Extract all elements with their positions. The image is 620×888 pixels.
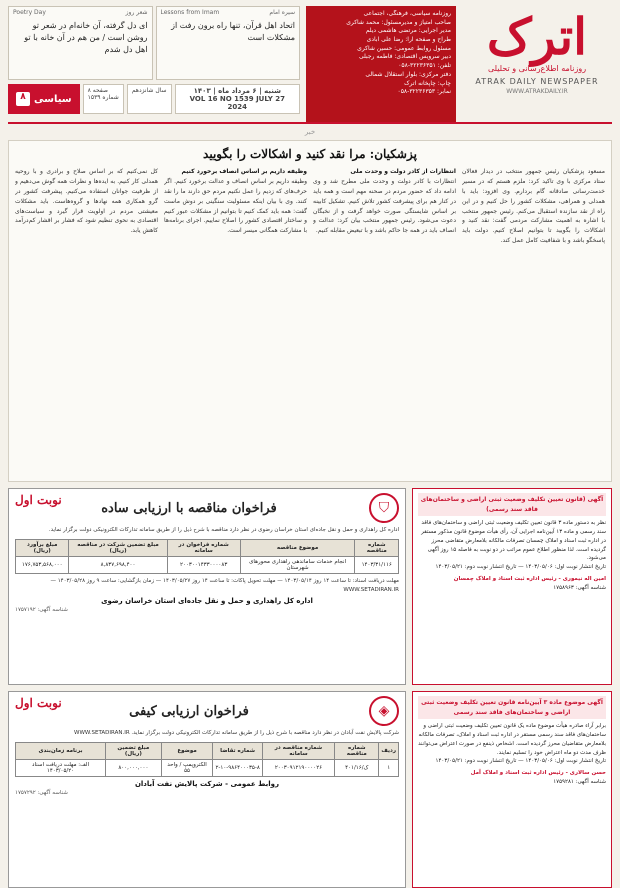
article-column: مسعود پزشکیان رئیس جمهور منتخب در دیدار فعالان ستاد مرکزی با وی تاکید کرد: ملزم هستم که در مسیر خدمت‌رسانی صادقانه گام بردارم. وی افزود: باید با همدلی و همراهی، مشکلات کشور را حل کنیم و در این راه از نقد سازنده استقبال می‌کنم. رئیس جمهور منتخب با اشاره به اهمیت مشارکت مردمی گفت: نقد کنید و اشکالات را بگویید تا بتوانیم اصلاح کنیم. دولت باید پاسخگو باشد و با شفافیت کامل عمل کند.: [462, 168, 605, 245]
year-label: سال شانزدهم: [131, 87, 167, 94]
tender-ads: [8, 488, 406, 888]
ad-signature: روابط عمومی - شرکت پالایش نفت آبادان: [134, 779, 280, 788]
date-main: [175, 84, 300, 114]
table-header: مبلغ برآورد (ریال): [16, 539, 69, 556]
notice-signer: حسن سالاری - رئیس اداره ثبت اسناد و املاک آمل: [470, 770, 606, 777]
table-header: شماره مناقصه: [335, 742, 379, 759]
tender-ad: [8, 691, 406, 888]
legal-notice: [412, 488, 612, 685]
article-columns: [15, 167, 605, 473]
ad-code: شناسه آگهی: ۱۷۵۷۲۹۲: [15, 789, 68, 796]
table-header: ردیف: [379, 742, 399, 759]
section-name: سیاسی: [34, 93, 72, 105]
poetry-label-fa: شعر روز: [125, 9, 148, 16]
table-header: موضوع: [161, 742, 213, 759]
ad-intro: اداره کل راهداری و حمل و نقل جاده‌ای استان خراسان رضوی در نظر دارد مناقصه با شرح ذیل را از طریق سامانه تدارکات الکترونیکی دولت برگزار نماید.: [48, 527, 399, 533]
newspaper-logo: اترک: [486, 7, 588, 66]
article-column: وظیفه داریم بر اساس انصاف برخورد کنیم وظیفه داریم بر اساس انصاف و عدالت برخورد کنیم. اگر حرف‌های که زدیم را عمل نکنیم مردم حق دارند ما را نقد کنند. وی با بیان اینکه مسئولیت سنگینی بر دوش ماست گفت: همه باید کمک کنیم تا بتوانیم از مشکلات عبور کنیم و ساختار اقتصادی کشور را اصلاح نماییم. اجرای برنامه‌ها با مشارکت همگانی میسر است.: [164, 168, 307, 235]
staff-line: نمابر: ۳۲۲۳۶۳۵۳-۰۵۸: [397, 88, 451, 96]
poetry-box: [8, 6, 153, 80]
ad-notes: مهلت دریافت اسناد: تا ساعت ۱۴ روز ۱۴۰۳/۰۵/۱۴ — مهلت تحویل پاکات: تا ساعت ۱۴ روز ۱۴۰۳/۰۵/۲۷ — زمان بازگشایی: ساعت ۹ روز ۱۴۰۳/۰۵/۲۸ — WWW.SETADIRAN.IR: [50, 577, 399, 593]
road-emblem-icon: ⛉: [369, 493, 399, 523]
notice-code: شناسه آگهی: ۱۷۵۹۲۸۱: [553, 778, 606, 785]
imam-lesson-box: [156, 6, 301, 80]
article-column: انتظارات از کادر دولت و وحدت ملی انتظارات با کادر دولت و وحدت ملی مطرح شد و وی ادامه داد که حضور مردم در صحنه مهم است و همه باید در کنار هم برای پیشرفت کشور تلاش کنیم. تشکیل کابینه بر اساس شایستگی صورت خواهد گرفت و از نخبگان دعوت می‌شود. رئیس جمهور منتخب بیان کرد: عدالت و انصاف باید در همه جا حاکم باشد و با تبعیض مقابله کنیم.: [313, 168, 456, 235]
table-header: مبلغ تضمین (ریال): [106, 742, 162, 759]
header-info: [8, 6, 300, 122]
logo-tagline: روزنامه اطلاع‌رسانی و تحلیلی: [487, 64, 587, 73]
notice-signer: امین اله نیموری - رئیس اداره ثبت اسناد و املاک چمسان: [453, 575, 606, 582]
year-info: [127, 84, 172, 114]
staff-line: تلفن: ۳۲۲۳۶۳۵۱-۰۵۸: [398, 62, 451, 70]
website-url[interactable]: WWW.ATRAKDAILY.IR: [506, 88, 568, 95]
tender-ad: [8, 488, 406, 685]
table-header: موضوع مناقصه: [240, 539, 355, 556]
article-subhead: وظیفه داریم بر اساس انصاف برخورد کنیم: [181, 168, 307, 175]
notice-body: نظر به دستور ماده ۳ قانون تعیین تکلیف وضعیت ثبتی اراضی و ساختمان‌های فاقد سند رسمی و ماده ۱۳ آیین‌نامه اجرایی آن، رأی هیأت موضوع قانون مذکور مستقر در اداره ثبت اسناد و املاک چمسان تصرفات مالکانه بلامعارض متقاضی محرز گردیده است. لذا منظور اطلاع عموم مراتب در دو نوبت به فاصله ۱۵ روز آگهی می‌شود.: [421, 520, 606, 562]
table-row: ۱۴۰۳/۳۱/۱۱۶ انجام خدمات ساماندهی راهداری محورهای شهرستان ۲۰۰۳۰۰۱۴۳۳۰۰۰۰۸۳ ۸,۸۳۷,۶۹۸,۴۰۰ ۱۷۶,۷۵۳,۵۶۸,۰۰۰: [16, 556, 399, 573]
ad-intro: شرکت پالایش نفت آبادان در نظر دارد مناقصه با شرح ذیل را از طریق سامانه تدارکات الکترونیکی دولت برگزار نماید. WWW.SETADIRAN.IR: [74, 730, 399, 736]
turn-label: نوبت اول: [15, 696, 62, 710]
staff-line: چاپ: چاپخانه اترک: [404, 79, 451, 87]
staff-line: مسئول روابط عمومی: حسین شاکری: [357, 44, 451, 52]
date-fa: شنبه | ۶ مرداد ماه | ۱۴۰۳: [193, 87, 281, 95]
staff-line: روزنامه سیاسی، فرهنگی، اجتماعی: [363, 10, 451, 17]
table-header: برنامه زمان‌بندی: [16, 742, 106, 759]
staff-line: دبیر سرویس اقتصادی: فاطمه رجبلی: [359, 53, 451, 61]
issue-number: شماره ۱۵۳۹: [87, 94, 119, 101]
notice-title: آگهی موضوع ماده ۳ آیین‌نامه قانون تعیین تکلیف وضعیت ثبتی اراضی و ساختمان‌های فاقد سند رسمی: [418, 696, 606, 719]
notice-code: شناسه آگهی: ۱۷۵۸۹۶۳: [553, 584, 606, 591]
ad-signature: اداره کل راهداری و حمل و نقل جاده‌ای استان خراسان رضوی: [101, 597, 313, 606]
date-band: [8, 84, 300, 114]
poetry-text: ای دل گرفته، آن خانه‌ام در شعر تو روشن است / من هم در آن خانه با تو اهل دل شدم: [24, 21, 148, 54]
notice-dates: تاریخ انتشار نوبت اول: ۱۴۰۳/۰۵/۰۶ — تاریخ انتشار نوبت دوم: ۱۴۰۳/۰۵/۲۱: [435, 564, 606, 571]
ad-title: فراخوان ارزیابی کیفی: [129, 703, 249, 719]
staff-line: صاحب امتیاز و مدیرمسئول: محمد شاکری: [346, 18, 451, 26]
tender-table: [15, 539, 399, 574]
lower-section: [8, 488, 612, 888]
page-header: [8, 6, 612, 124]
article-title[interactable]: پزشکیان: مرا نقد کنید و اشکالات را بگویید: [203, 147, 417, 161]
pages-count: ۸ صفحه: [87, 87, 108, 94]
oil-refinery-emblem-icon: ◈: [369, 696, 399, 726]
table-header: شماره تقاضا: [213, 742, 262, 759]
notice-body: برابر آراء صادره هیأت موضوع ماده یک قانون تعیین تکلیف وضعیت ثبتی اراضی و ساختمان‌های فاقد سند رسمی مستقر در اداره ثبت اسناد و املاک، تصرفات مالکانه بلامعارض متقاضیان محرز گردیده است. اشخاص ذینفع در صورت اعتراض می‌توانند ظرف مدت دو ماه اعتراض خود را تسلیم نمایند.: [418, 723, 606, 756]
table-header: شماره فراخوان در سامانه: [167, 539, 240, 556]
table-header: شماره مناقصه: [355, 539, 399, 556]
imam-label-en: Lessons from Imam: [160, 9, 220, 16]
ad-code: شناسه آگهی: ۱۷۵۷۱۹۲: [15, 607, 68, 614]
table-header: شماره مناقصه در سامانه: [262, 742, 334, 759]
section-tag: [8, 84, 80, 114]
legal-notice: [412, 691, 612, 888]
quote-boxes: [8, 6, 300, 80]
staff-line: مدیر اجرایی: مرتضی هاشمی دیلم: [365, 27, 451, 35]
masthead: [462, 6, 612, 122]
article-column: کل نمی‌کنیم که بر اساس صلاح و برادری و با روحیه همدلی کار کنیم. به ایده‌ها و نظرات همه گوش می‌دهیم و از ظرفیت جوانان استفاده می‌کنیم. پیشرفت کشور در گرو همکاری همه نهادها و گروه‌هاست. باید مشکلات معیشتی مردم در اولویت قرار گیرد و سیاست‌های اقتصادی به نحوی تنظیم شود که فشار بر اقشار کم‌درآمد کاهش یابد.: [15, 168, 158, 235]
staff-credits: [306, 6, 456, 122]
lead-article: [8, 140, 612, 482]
imam-lesson-text: اتحاد اهل قرآن، تنها راه برون رفت از مشکلات است: [171, 21, 295, 42]
date-en: VOL 16 NO 1539 JULY 27 2024: [189, 95, 285, 111]
tender-table: [15, 742, 399, 777]
notice-dates: تاریخ انتشار نوبت اول: ۱۴۰۳/۰۵/۰۶ — تاریخ انتشار نوبت دوم: ۱۴۰۳/۰۵/۲۱: [435, 758, 606, 765]
page-number: ۸: [16, 92, 30, 106]
legal-notices: [412, 488, 612, 888]
issue-info: [83, 84, 124, 114]
table-header: مبلغ تضمین شرکت در مناقصه (ریال): [69, 539, 167, 556]
notice-title: آگهی (قانون تعیین تکلیف وضعیت ثبتی اراضی و ساختمان‌های فاقد سند رسمی): [418, 493, 606, 516]
staff-line: دفتر مرکزی: بلوار استقلال شمالی: [365, 70, 451, 78]
news-divider: خبر: [304, 128, 316, 136]
table-row: ۱ ک/۴۰۱/۱۶ ۲۰۰۳۰۹۱۲۱۹۰۰۰۰۲۶ ۲-۱۰-۹۸۶۴۰۰۰۳۵-۸ الکتروپمپ / واحد ۵۵ ۸۰۰,۰۰۰,۰۰۰ الف: مهلت دریافت اسناد ۱۴۰۳/۰۵/۲۰: [16, 759, 399, 776]
ad-title: فراخوان مناقصه با ارزیابی ساده: [101, 500, 277, 516]
imam-label-fa: سیره امام: [269, 9, 295, 16]
poetry-label-en: Poetry Day: [13, 9, 46, 16]
english-name: ATRAK DAILY NEWSPAPER: [475, 77, 599, 86]
staff-line: طراح و صفحه آرا: رضا علی آبادی: [366, 36, 451, 44]
article-subhead: انتظارات از کادر دولت و وحدت ملی: [350, 168, 456, 175]
turn-label: نوبت اول: [15, 493, 62, 507]
